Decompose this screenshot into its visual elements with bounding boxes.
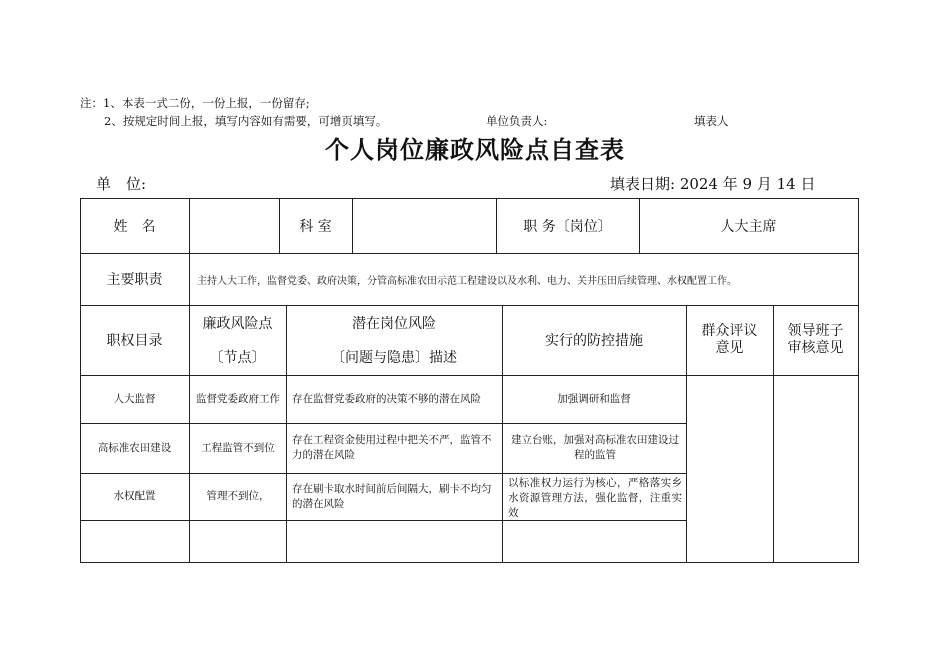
row3-risk[interactable]: 存在刷卡取水时间前后间隔大，刷卡不均匀的潜在风险 [292, 482, 492, 510]
leader-review-cell[interactable] [773, 375, 858, 562]
col-potential-risk-line2: 〔问题与隐患〕描述 [331, 350, 457, 366]
col-public-opinion-line1: 群众评议 [701, 323, 758, 339]
page-title: 个人岗位廉政风险点自查表 [325, 135, 625, 164]
row2-risk[interactable]: 存在工程资金使用过程中把关不严，监管不力的潜在风险 [292, 434, 492, 461]
row1-point[interactable]: 监督党委政府工作 [196, 392, 280, 405]
duties-text[interactable]: 主持人大工作，监督党委、政府决策，分管高标准农田示范工程建设以及水利、电力、关井压田后续管理、水权配置工作。 [197, 275, 737, 287]
name-value[interactable] [189, 198, 279, 253]
col-measures: 实行的防控措施 [545, 333, 643, 349]
row3-measure[interactable]: 以标准权力运行为核心，严格落实乡水资源管理方法，强化监督，注重实效 [508, 477, 682, 519]
unit-label: 单 位: [96, 175, 147, 193]
col-risk-point-line2: 〔节点〕 [209, 350, 266, 366]
col-risk-point-line1: 廉政风险点 [202, 316, 273, 332]
row3-power[interactable]: 水权配置 [113, 490, 156, 502]
name-label: 姓 名 [113, 218, 156, 235]
dept-value[interactable] [352, 198, 496, 253]
col-leader-review-line1: 领导班子 [787, 323, 844, 339]
row4-risk[interactable] [286, 520, 502, 562]
public-opinion-cell[interactable] [686, 375, 773, 562]
row4-measure[interactable] [502, 520, 686, 562]
row2-power[interactable]: 高标准农田建设 [97, 441, 172, 454]
col-risk-point [189, 305, 286, 375]
col-leader-review [773, 305, 858, 375]
row1-measure[interactable]: 加强调研和监督 [557, 392, 631, 405]
col-leader-review-line2: 审核意见 [787, 340, 844, 356]
col-potential-risk [286, 305, 502, 375]
dept-label: 科 室 [299, 218, 332, 235]
row1-risk[interactable]: 存在监督党委政府的决策不够的潜在风险 [292, 392, 481, 405]
col-public-opinion [686, 305, 773, 375]
row1-power[interactable]: 人大监督 [113, 392, 156, 405]
row4-point[interactable] [189, 520, 286, 562]
fill-date: 填表日期: 2024 年 9 月 14 日 [610, 175, 816, 193]
duties-label: 主要职责 [106, 272, 163, 288]
row2-point[interactable]: 工程监管不到位 [201, 441, 275, 454]
row3-point[interactable]: 管理不到位， [206, 490, 270, 502]
col-public-opinion-line2: 意见 [715, 340, 744, 356]
row2-measure[interactable]: 建立台账，加强对高标准农田建设过程的监管 [511, 434, 679, 461]
col-potential-risk-line1: 潜在岗位风险 [352, 316, 436, 332]
post-label: 职 务〔岗位〕 [523, 218, 612, 235]
post-value[interactable]: 人大主席 [720, 218, 777, 235]
note-line-1: 注：1、本表一式二份，一份上报，一份留存; [80, 96, 310, 110]
filler-label: 填表人 [694, 114, 729, 128]
unit-leader-label: 单位负责人: [486, 114, 548, 128]
row4-power[interactable] [80, 520, 189, 562]
col-power-catalog: 职权目录 [106, 333, 163, 349]
note-line-2: 2、按规定时间上报，填写内容如有需要，可增页填写。 [104, 114, 388, 128]
